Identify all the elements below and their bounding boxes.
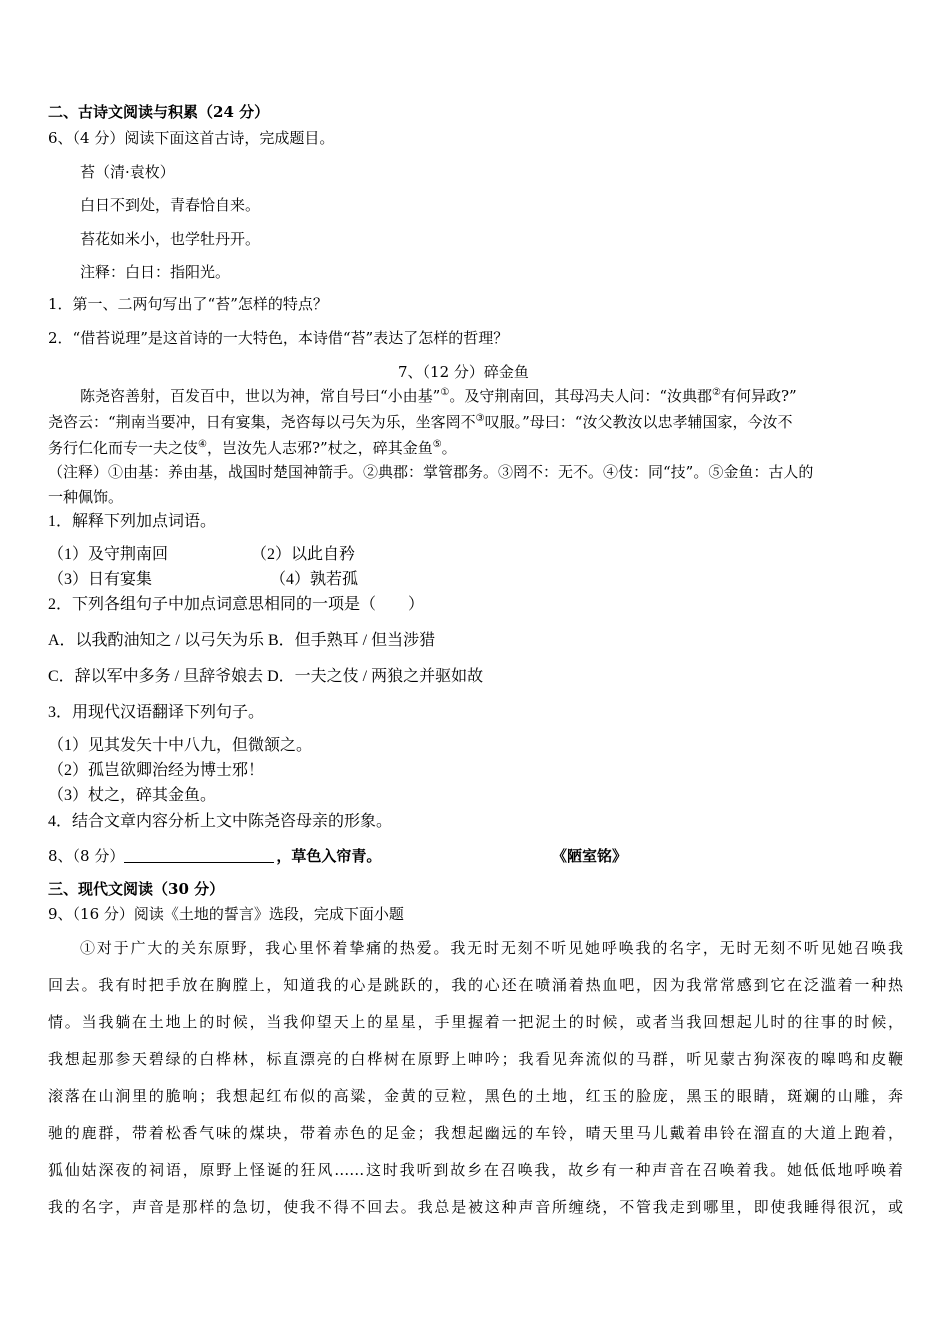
essay-line: 驰的鹿群，带着松香气味的煤块，带着赤色的足金；我想起幽远的车铃，晴天里马儿戴着串铃在溜直的大道上跑着， <box>48 1124 903 1142</box>
question-7-sub-2: 2．下列各组句子中加点词意思相同的一项是（ ） <box>48 596 425 613</box>
poem-note: 注释：白日：指阳光。 <box>80 263 231 281</box>
passage-notes-line-2: 一种佩饰。 <box>48 488 124 506</box>
poem-line-2: 苔花如米小，也学牡丹开。 <box>80 230 261 248</box>
question-7-sub-3-item-3: （3）杖之，碎其金鱼。 <box>48 787 217 804</box>
question-7-title: 7、（12 分）碎金鱼 <box>398 363 529 381</box>
passage-line-1: 陈尧咨善射，百发百中，世以为神，常自号曰“小由基”①。及守荆南回，其母冯夫人问：“汝典郡②有何异政?” <box>80 387 797 405</box>
question-6-sub-1: 1．第一、二两句写出了“苔”怎样的特点？ <box>48 295 328 313</box>
fill-blank <box>124 846 274 863</box>
poem-line-1: 白日不到处，青春恰自来。 <box>80 196 261 214</box>
question-7-sub-3-item-1: （1）见其发矢十中八九，但微颔之。 <box>48 737 313 754</box>
question-7-sub-1-item-2: （2）以此自矜 <box>251 546 356 563</box>
question-7-sub-1-item-4: （4）孰若孤 <box>270 571 359 588</box>
question-7-sub-1-item-1: （1）及守荆南回 <box>48 546 169 563</box>
question-7-sub-3: 3．用现代汉语翻译下列句子。 <box>48 704 265 721</box>
question-8: 8、（8 分） ，草色入帘青。 <box>48 847 382 865</box>
essay-line: ①对于广大的关东原野，我心里怀着挚痛的热爱。我无时无刻不听见她呼唤我的名字，无时无刻不听见她召唤我 <box>80 939 903 957</box>
passage-line-2: 尧咨云：“荆南当要冲，日有宴集，尧咨每以弓矢为乐，坐客罔不③叹服。”母曰：“汝父教汝以忠孝辅国家，今汝不 <box>48 413 793 431</box>
essay-line: 情。当我躺在土地上的时候，当我仰望天上的星星，手里握着一把泥土的时候，或者当我回想起儿时的往事的时候， <box>48 1013 903 1031</box>
question-7-sub-4: 4．结合文章内容分析上文中陈尧咨母亲的形象。 <box>48 813 393 830</box>
question-7-sub-3-item-2: （2）孤岂欲卿治经为博士邪！ <box>48 762 265 779</box>
section-heading-2: 二、古诗文阅读与积累（24 分） <box>48 103 270 121</box>
passage-line-3: 务行仁化而专一夫之伎④，岂汝先人志邪?”杖之，碎其金鱼⑤。 <box>48 439 457 457</box>
question-7-sub-1-item-3: （3）日有宴集 <box>48 571 153 588</box>
essay-line: 我的名字，声音是那样的急切，使我不得不回去。我总是被这种声音所缠绕，不管我走到哪里，即使我睡得很沉，或 <box>48 1198 903 1216</box>
question-8-source: 《陋室铭》 <box>552 847 628 865</box>
essay-line: 我想起那参天碧绿的白桦林，标直漂亮的白桦树在原野上呻吟；我看见奔流似的马群，听见蒙古狗深夜的嗥鸣和皮鞭 <box>48 1050 903 1068</box>
question-6-sub-2: 2．“借苔说理”是这首诗的一大特色，本诗借“苔”表达了怎样的哲理？ <box>48 329 509 347</box>
question-6-stem: 6、（4 分）阅读下面这首古诗，完成题目。 <box>48 129 335 147</box>
essay-line: 回去。我有时把手放在胸膛上，知道我的心是跳跃的，我的心还在喷涌着热血吧，因为我常常感到它在泛滥着一种热 <box>48 976 903 994</box>
poem-title: 苔（清·袁枚） <box>80 163 175 181</box>
question-7-sub-1: 1．解释下列加点词语。 <box>48 513 217 530</box>
essay-line: 狐仙姑深夜的祠语，原野上怪诞的狂风……这时我听到故乡在召唤我，故乡有一种声音在召唤着我。她低低地呼唤着 <box>48 1161 903 1179</box>
question-7-options-cd: C．辞以军中多务 / 旦辞爷娘去 D．一夫之伎 / 两狼之并驱如故 <box>48 668 484 685</box>
section-heading-3: 三、现代文阅读（30 分） <box>48 880 225 898</box>
question-7-options-ab: A．以我酌油知之 / 以弓矢为乐 B．但手熟耳 / 但当涉猎 <box>48 632 436 649</box>
passage-notes-line-1: （注释）①由基：养由基，战国时楚国神箭手。②典郡：掌管郡务。③罔不：无不。④伎：同“技”。⑤金鱼：古人的 <box>48 463 814 481</box>
question-9-stem: 9、（16 分）阅读《土地的誓言》选段，完成下面小题 <box>48 905 404 923</box>
essay-line: 滚落在山涧里的脆响；我想起红布似的高粱，金黄的豆粒，黑色的土地，红玉的脸庞，黑玉的眼睛，斑斓的山雕，奔 <box>48 1087 903 1105</box>
